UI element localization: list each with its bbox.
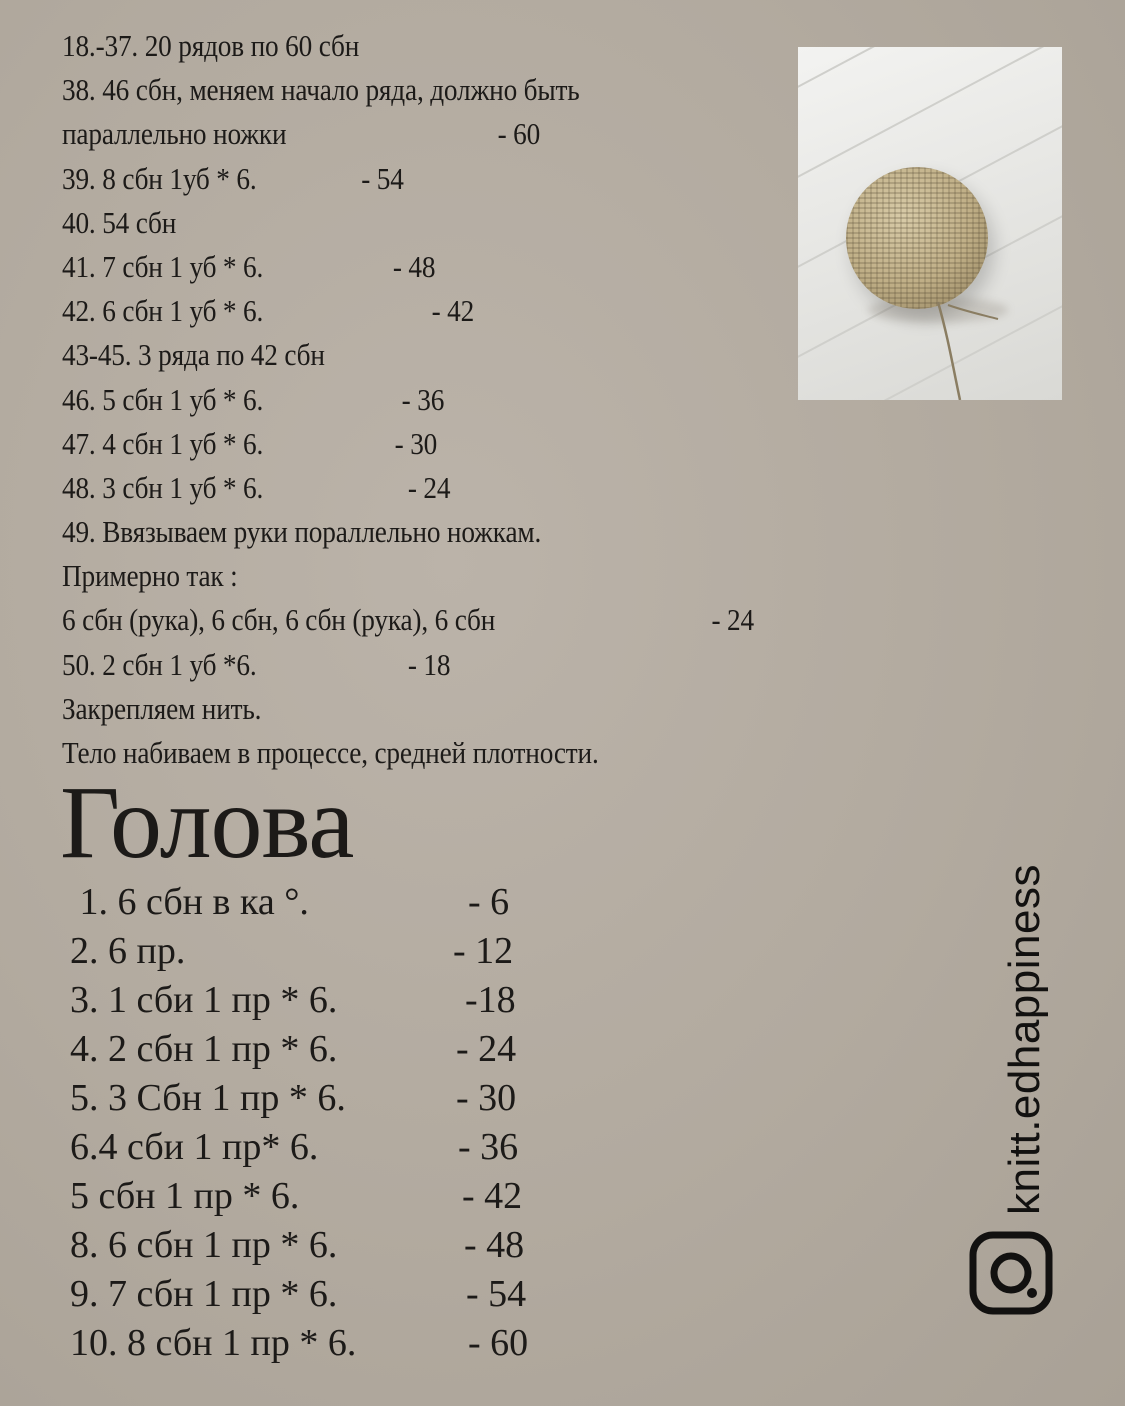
pattern-line	[70, 1025, 517, 1074]
section-heading: Голова	[60, 765, 354, 880]
line-text: 50. 2 сбн 1 уб *6.	[62, 646, 257, 682]
stitch-count: - 60	[468, 1322, 529, 1364]
stitch-count: - 48	[464, 1224, 525, 1266]
line-text: 6 сбн (рука), 6 сбн, 6 сбн (рука), 6 сбн	[62, 602, 496, 638]
stitch-count: - 30	[456, 1077, 517, 1119]
line-text: Тело набиваем в процессе, средней плотности.	[62, 735, 599, 770]
stitch-count: - 6	[468, 881, 510, 923]
pattern-line	[70, 878, 510, 927]
pattern-line	[62, 378, 599, 422]
line-text: 49. Ввязываем руки пораллельно ножкам.	[62, 514, 542, 550]
stitch-count: - 42	[462, 1175, 523, 1217]
pattern-line	[70, 1221, 525, 1270]
pattern-line	[62, 554, 599, 598]
pattern-line	[62, 157, 599, 201]
stitch-count: -18	[465, 979, 516, 1021]
line-text: 10. 8 сбн 1 пр * 6.	[70, 1322, 357, 1364]
line-text: 47. 4 сбн 1 уб * 6.	[62, 425, 264, 461]
line-text: 18.-37. 20 рядов по 60 сбн	[62, 28, 360, 63]
line-text: 1. 6 сбн в ка °.	[70, 881, 309, 923]
stitch-count: - 60	[497, 116, 541, 152]
pattern-line	[62, 201, 599, 245]
line-text: 5 сбн 1 пр * 6.	[70, 1175, 300, 1217]
stitch-count: - 24	[456, 1028, 517, 1070]
pattern-line	[62, 68, 599, 112]
pattern-line	[70, 1074, 517, 1123]
line-text: 38. 46 сбн, меняем начало ряда, должно быть	[62, 72, 580, 108]
line-text: 43-45. 3 ряда по 42 сбн	[62, 337, 325, 373]
stitch-count: - 30	[394, 425, 438, 461]
line-text: 40. 54 сбн	[62, 204, 177, 240]
pattern-line	[62, 687, 599, 731]
stitch-count: - 54	[361, 160, 404, 196]
pattern-line	[70, 1319, 529, 1368]
stitch-count: - 18	[407, 646, 451, 682]
line-text: 42. 6 сбн 1 уб * 6.	[62, 293, 264, 329]
pattern-line	[62, 112, 599, 156]
pattern-line	[62, 333, 599, 377]
line-text: 3. 1 сби 1 пр * 6.	[70, 979, 338, 1021]
line-text: Примерно так :	[62, 558, 238, 594]
yarn-tail	[798, 47, 1062, 400]
line-text: Закрепляем нить.	[62, 690, 262, 726]
stitch-count: - 36	[458, 1126, 519, 1168]
pattern-line	[70, 1172, 523, 1221]
pattern-line	[70, 976, 516, 1025]
line-text: 39. 8 сбн 1уб * 6.	[62, 160, 257, 196]
instagram-handle: knitt.edhappiness	[1000, 864, 1049, 1215]
pattern-line	[70, 1123, 519, 1172]
pattern-line	[62, 510, 599, 554]
line-text: параллельно ножки	[62, 116, 287, 152]
pattern-line	[70, 927, 514, 976]
line-text: 6.4 сби 1 пр* 6.	[70, 1126, 319, 1168]
stitch-count: - 54	[466, 1273, 527, 1315]
line-text: 8. 6 сбн 1 пр * 6.	[70, 1224, 338, 1266]
pattern-line	[62, 289, 599, 333]
stitch-count: - 42	[431, 293, 475, 329]
pattern-line	[62, 643, 599, 687]
pattern-line	[62, 24, 599, 68]
pattern-line	[62, 466, 599, 510]
head-pattern-section	[70, 878, 529, 1368]
stitch-count: - 24	[407, 469, 451, 505]
stitch-count: - 24	[711, 602, 754, 638]
instagram-icon	[968, 1230, 1054, 1316]
line-text: 4. 2 сбн 1 пр * 6.	[70, 1028, 338, 1070]
stitch-count: - 12	[453, 930, 514, 972]
pattern-line	[62, 598, 754, 642]
line-text: 48. 3 сбн 1 уб * 6.	[62, 469, 264, 505]
pattern-line	[70, 1270, 527, 1319]
stitch-count: - 36	[401, 381, 445, 417]
line-text: 41. 7 сбн 1 уб * 6.	[62, 248, 264, 284]
yarn-ball-photo	[798, 47, 1062, 400]
line-text: 9. 7 сбн 1 пр * 6.	[70, 1273, 338, 1315]
stitch-count: - 48	[392, 248, 436, 284]
line-text: 46. 5 сбн 1 уб * 6.	[62, 381, 264, 417]
pattern-line	[62, 245, 599, 289]
pattern-line	[62, 422, 599, 466]
line-text: 2. 6 пр.	[70, 930, 186, 972]
pattern-body-section	[62, 24, 754, 775]
line-text: 5. 3 Сбн 1 пр * 6.	[70, 1077, 346, 1119]
